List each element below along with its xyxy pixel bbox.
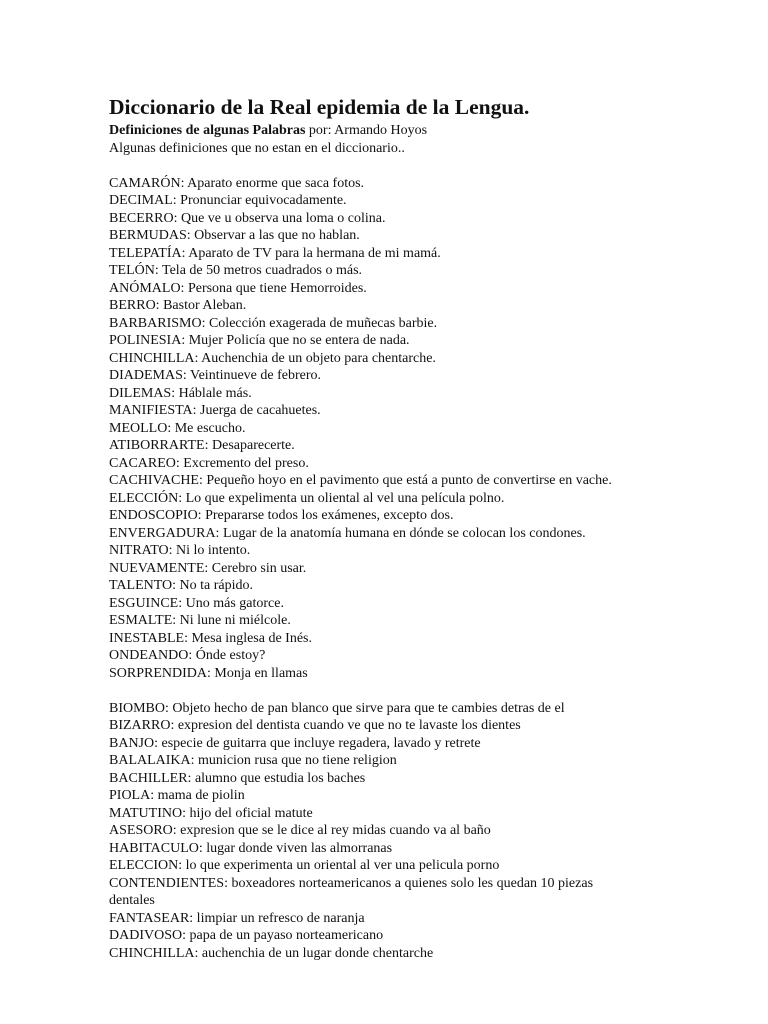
definition-entry: DILEMAS: Háblale más.	[109, 385, 252, 401]
definition-entry: MATUTINO: hijo del oficial matute	[109, 805, 313, 821]
definitions-section-1	[109, 175, 749, 683]
definition-entry: ELECCIÓN: Lo que expelimenta un oliental al vel una película polno.	[109, 490, 505, 506]
spacer	[109, 157, 749, 175]
definition-entry: NITRATO: Ni lo intento.	[109, 543, 251, 558]
definition-entry: NUEVAMENTE: Cerebro sin usar.	[109, 560, 307, 576]
definition-entry: BALALAIKA: municion rusa que no tiene religion	[109, 753, 397, 768]
definition-entry: BERRO: Bastor Aleban.	[109, 298, 247, 313]
definition-entry: BIZARRO: expresion del dentista cuando ve que no te lavaste los dientes	[109, 718, 521, 733]
definition-entry: CHINCHILLA: Auchenchia de un objeto para chentarche.	[109, 350, 436, 366]
definition-entry: BARBARISMO: Colección exagerada de muñecas barbie.	[109, 315, 438, 331]
definition-entry: MANIFIESTA: Juerga de cacahuetes.	[109, 403, 321, 418]
definition-entry: FANTASEAR: limpiar un refresco de naranja	[109, 910, 365, 926]
definition-entry: ASESORO: expresion que se le dice al rey midas cuando va al baño	[109, 823, 491, 838]
definition-entry: INESTABLE: Mesa inglesa de Inés.	[109, 630, 312, 646]
definition-entry: DIADEMAS: Veintinueve de febrero.	[109, 368, 322, 383]
definition-entry: MEOLLO: Me escucho.	[109, 420, 246, 436]
definition-entry: CAMARÓN: Aparato enorme que saca fotos.	[109, 175, 365, 191]
definition-entry: ESGUINCE: Uno más gatorce.	[109, 595, 284, 611]
definition-entry: TELEPATÍA: Aparato de TV para la hermana de mi mamá.	[109, 245, 441, 261]
definition-entry: TELÓN: Tela de 50 metros cuadrados o más.	[109, 263, 363, 278]
definition-entry: CHINCHILLA: auchenchia de un lugar donde chentarche	[109, 945, 434, 961]
document-page	[109, 94, 749, 962]
definition-entry: BANJO: especie de guitarra que incluye regadera, lavado y retrete	[109, 735, 481, 751]
definition-entry: ESMALTE: Ni lune ni miélcole.	[109, 613, 291, 628]
definition-entry: POLINESIA: Mujer Policía que no se entera de nada.	[109, 333, 410, 348]
byline	[109, 122, 749, 140]
definition-entry: HABITACULO: lugar donde viven las almorranas	[109, 840, 393, 856]
definition-entry: ATIBORRARTE: Desaparecerte.	[109, 438, 295, 453]
definition-entry: ENVERGADURA: Lugar de la anatomía humana en dónde se colocan los condones.	[109, 525, 586, 541]
definition-entry: ENDOSCOPIO: Prepararse todos los exámenes, excepto dos.	[109, 508, 454, 523]
definition-entry: CACAREO: Excremento del preso.	[109, 455, 309, 471]
byline-author: por: Armando Hoyos	[305, 123, 428, 138]
definition-entry: CONTENDIENTES: boxeadores norteamericanos a quienes solo les quedan 10 piezas dentales	[109, 875, 594, 908]
definition-entry: PIOLA: mama de piolin	[109, 788, 245, 803]
definition-entry: BIOMBO: Objeto hecho de pan blanco que sirve para que te cambies detras de el	[109, 700, 565, 716]
definitions-section-2	[109, 700, 749, 963]
document-title: Diccionario de la Real epidemia de la Lengua.	[109, 95, 530, 119]
intro-text: Algunas definiciones que no estan en el diccionario..	[109, 140, 405, 156]
definition-entry: BECERRO: Que ve u observa una loma o colina.	[109, 210, 386, 226]
definition-entry: BACHILLER: alumno que estudia los baches	[109, 770, 366, 786]
definition-entry: BERMUDAS: Observar a las que no hablan.	[109, 228, 360, 243]
spacer	[109, 682, 749, 700]
definition-entry: ANÓMALO: Persona que tiene Hemorroides.	[109, 280, 367, 296]
definition-entry: TALENTO: No ta rápido.	[109, 578, 254, 593]
byline-heading: Definiciones de algunas Palabras	[109, 123, 306, 138]
definition-entry: DADIVOSO: papa de un payaso norteamericano	[109, 928, 384, 943]
definition-entry: DECIMAL: Pronunciar equivocadamente.	[109, 193, 347, 208]
definition-entry: CACHIVACHE: Pequeño hoyo en el pavimento que está a punto de convertirse en vache.	[109, 473, 612, 488]
definition-entry: ELECCION: lo que experimenta un oriental al ver una pelicula porno	[109, 858, 500, 873]
definition-entry: SORPRENDIDA: Monja en llamas	[109, 665, 308, 681]
definition-entry: ONDEANDO: Ónde estoy?	[109, 648, 266, 663]
